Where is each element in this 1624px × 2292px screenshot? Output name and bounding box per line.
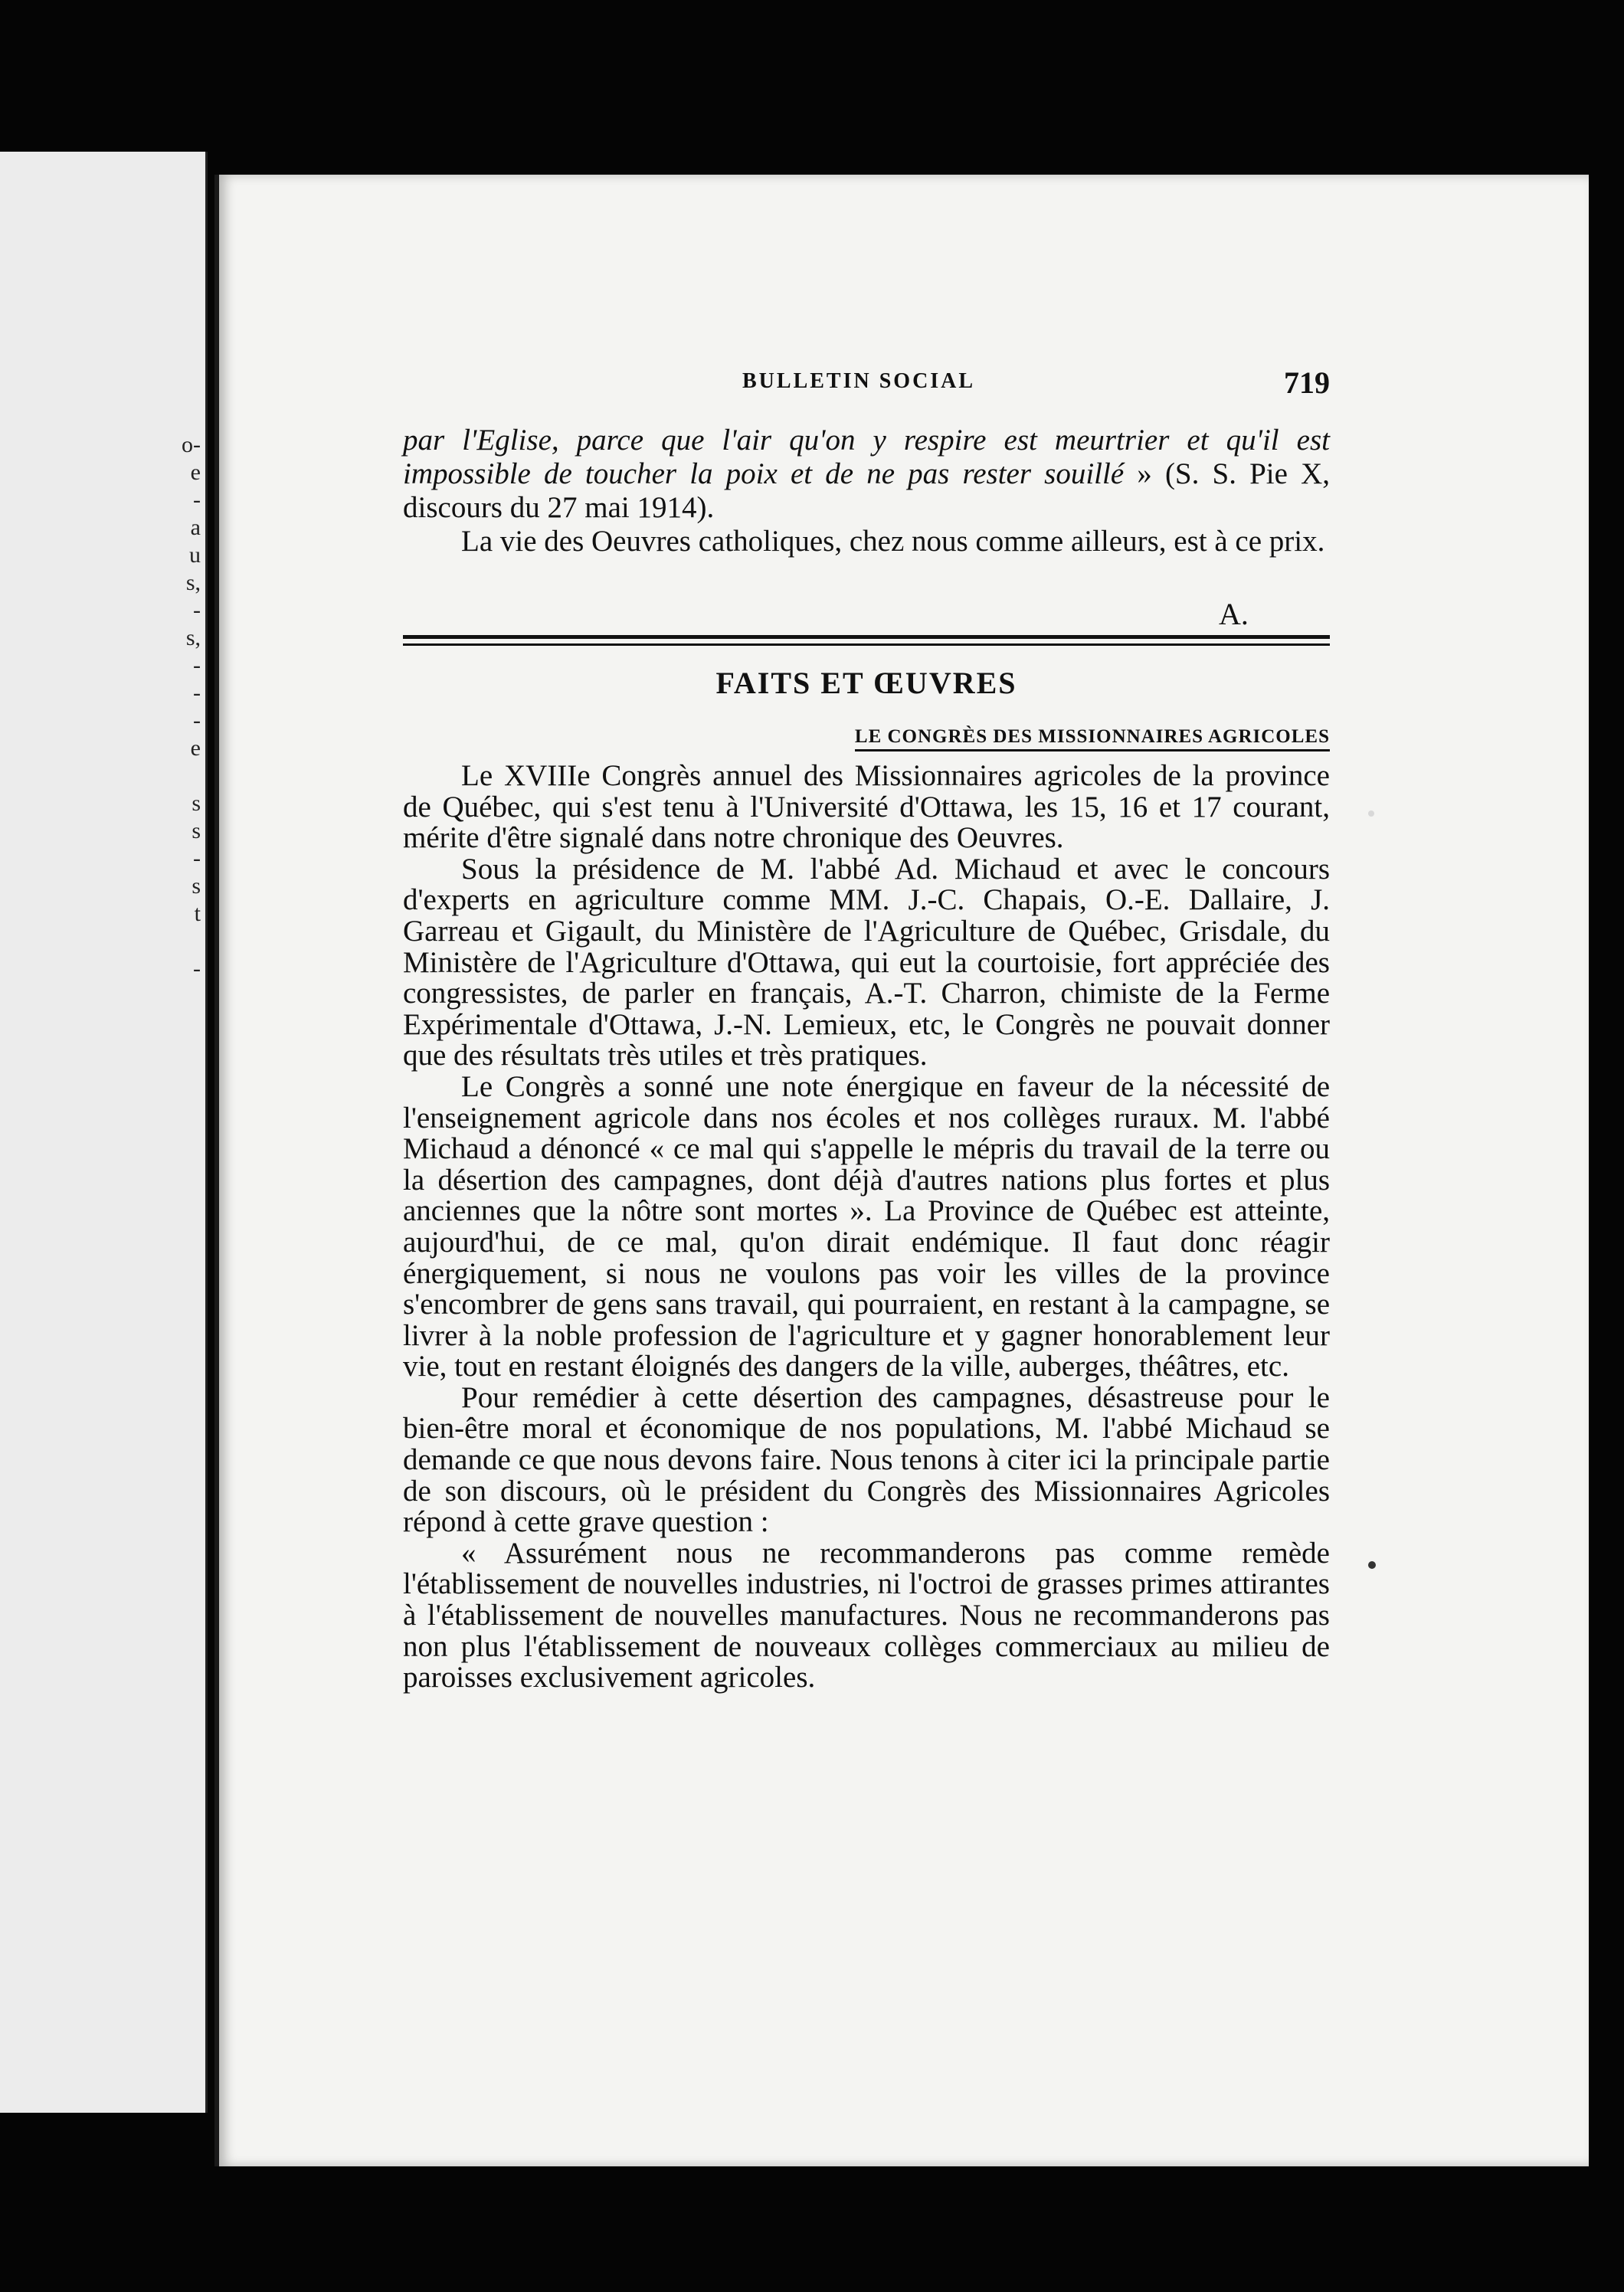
continuation-block	[403, 424, 1330, 558]
section-title: FAITS ET ŒUVRES	[715, 666, 1017, 700]
article-subtitle: LE CONGRÈS DES MISSIONNAIRES AGRICOLES	[855, 726, 1330, 751]
page-number: 719	[1284, 365, 1330, 400]
body-paragraph: Sous la présidence de M. l'abbé Ad. Michaud et avec le concours d'experts en agriculture comme MM. J.-C. Chapais, O.-E. Dallaire, J. Garreau et Gigault, du Ministère de l'Agriculture de Québec, Grisdale, du Ministère de l'Agriculture d'Ottawa, qui eut la courtoisie, fort appréciée des congressistes, de parler en français, A.-T. Charron, chimiste de la Ferme Expérimentale d'Ottawa, J.-N. Lemieux, etc, le Congrès ne pouvait donner que des résultats très utiles et très pratiques.	[403, 852, 1330, 1072]
paper-speck	[1368, 810, 1374, 817]
left-margin-char: s	[192, 818, 201, 843]
left-margin-char: -	[193, 956, 201, 981]
left-margin-char: s,	[185, 570, 201, 595]
left-page-edge	[0, 152, 208, 2113]
left-margin-char	[170, 928, 201, 955]
left-margin-char: u	[189, 542, 201, 568]
book-page	[214, 175, 1589, 2166]
left-margin-char: -	[193, 846, 201, 871]
closing-paragraph: La vie des Oeuvres catholiques, chez nous comme ailleurs, est à ce prix.	[461, 525, 1325, 558]
continuation-paragraph	[403, 424, 1330, 525]
left-margin-char: s,	[185, 625, 201, 650]
body-paragraph: Le XVIIIe Congrès annuel des Missionnaires agricoles de la province de Québec, qui s'est tenu à l'Université d'Ottawa, les 15, 16 et 17 courant, mérite d'être signalé dans notre chronique des Oeuvres.	[403, 759, 1330, 855]
body-paragraph: Pour remédier à cette désertion des campagnes, désastreuse pour le bien-être moral et économique de nos populations, M. l'abbé Michaud se demande ce que nous devons faire. Nous tenons à citer ici la principale partie de son discours, où le président du Congrès des Missionnaires Agricoles répond à cette grave question :	[403, 1380, 1330, 1539]
left-margin-char: e	[190, 735, 201, 761]
left-margin-char: -	[193, 598, 201, 623]
left-margin-char: e	[190, 460, 201, 485]
left-page-margin-text	[170, 431, 201, 983]
left-margin-char: t	[194, 901, 201, 926]
left-margin-char: o-	[182, 432, 201, 457]
left-margin-char: a	[190, 515, 201, 540]
left-margin-char: -	[193, 680, 201, 706]
quote-citation: » (S. S. Pie X, discours du 27 mai 1914).	[403, 457, 1330, 524]
body-paragraph: « Assurément nous ne recommanderons pas comme remède l'établissement de nouvelles industries, ni l'octroi de grasses primes attirantes à l'établissement de nouvelles manufactures. Nous ne recommanderons pas non plus l'établissement de nouveaux collèges commerciaux au milieu de paroisses exclusivement agricoles.	[403, 1536, 1330, 1694]
quote-italic: par l'Eglise, parce que l'air qu'on y respire est meurtrier et qu'il est impossible de toucher la poix et de ne pas rester souillé	[403, 424, 1330, 490]
left-margin-char: s	[192, 873, 201, 899]
left-margin-char: -	[193, 487, 201, 512]
article-body	[403, 761, 1330, 1694]
left-margin-char: -	[193, 653, 201, 678]
author-signature: A.	[1219, 597, 1249, 631]
left-margin-char: s	[192, 791, 201, 816]
body-paragraph: Le Congrès a sonné une note énergique en faveur de la nécessité de l'enseignement agricole dans nos écoles et nos collèges ruraux. M. l'abbé Michaud a dénoncé « ce mal qui s'appelle le mépris du travail de la terre ou la désertion des campagnes, dont déjà d'autres nations plus fortes et plus anciennes que la nôtre sont mortes ». La Province de Québec est atteinte, aujourd'hui, de ce mal, qu'on dirait endémique. Il faut donc réagir énergiquement, si nous ne voulons pas voir les villes de la province s'encombrer de gens sans travail, qui pourraient, en restant à la campagne, se livrer à la noble profession de l'agriculture et y gagner honorablement leur vie, tout en restant éloignés des dangers de la ville, auberges, théâtres, etc.	[403, 1069, 1330, 1383]
running-header	[403, 365, 1330, 403]
left-margin-char	[170, 762, 201, 790]
section-divider-rule	[403, 635, 1330, 646]
running-title: BULLETIN SOCIAL	[742, 369, 976, 393]
left-margin-char: -	[193, 708, 201, 733]
paper-speck	[1368, 1561, 1376, 1569]
